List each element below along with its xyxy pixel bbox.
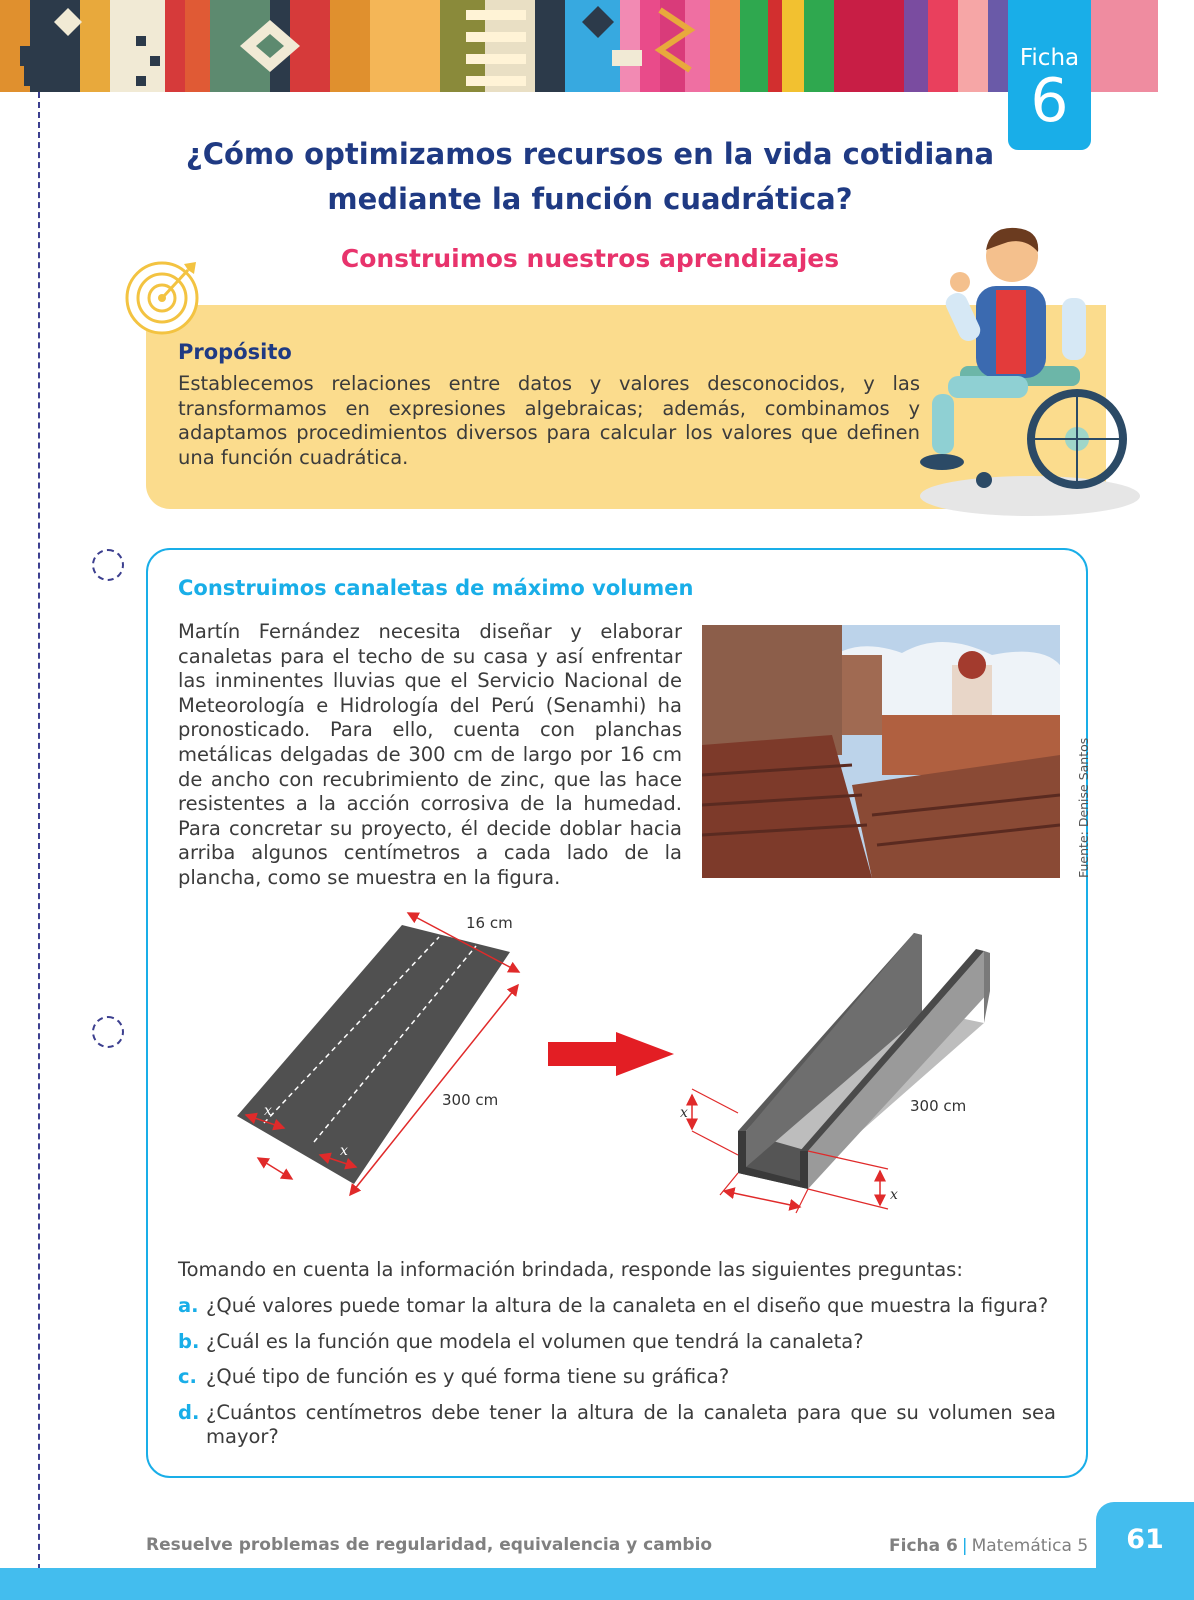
question-text: ¿Qué tipo de función es y qué forma tiene su gráfica?	[206, 1365, 730, 1388]
question-letter: b.	[178, 1329, 200, 1353]
question-letter: c.	[178, 1365, 197, 1388]
footer-band	[0, 1568, 1194, 1600]
purpose-title: Propósito	[178, 340, 292, 364]
label-16cm: 16 cm	[466, 914, 513, 932]
question-item	[178, 1330, 1056, 1355]
wheelchair-person-illustration	[912, 226, 1140, 526]
footer-competency: Resuelve problemas de regularidad, equivalencia y cambio	[146, 1535, 713, 1555]
problem-text: Martín Fernández necesita diseñar y elaborar canaletas para el techo de su casa y así enfrentar las inminentes lluvias que el Servicio Nacional de Meteorología e Hidrología del Perú (Senamhi) ha pronosticado. Para ello, cuenta con planchas metálicas delgadas de 300 cm de largo por 16 cm de ancho con recubrimiento de zinc, que las hace resistentes a la acción corrosiva de la humedad. Para concretar su proyecto, él decide doblar hacia arriba algunos centímetros a cada lado de la plancha, como se muestra en la figura.	[178, 620, 682, 889]
binding-dashed-line	[38, 92, 40, 1600]
footer-separator: |	[961, 1536, 968, 1556]
purpose-text: Establecemos relaciones entre datos y valores desconocidos, y las transformamos en expresiones algebraicas; además, combinamos y adaptamos procedimientos diversos para calcular los valores que definen una función cuadrática.	[178, 372, 920, 469]
question-item	[178, 1294, 1056, 1319]
questions-intro: Tomando en cuenta la información brindada, responde las siguientes preguntas:	[178, 1258, 963, 1281]
label-300cm-channel: 300 cm	[910, 1097, 967, 1115]
target-icon	[124, 258, 202, 336]
question-item	[178, 1401, 1056, 1450]
transform-arrow-icon	[548, 1032, 674, 1076]
flat-sheet	[237, 925, 510, 1184]
question-text: ¿Cuántos centímetros debe tener la altura de la canaleta para que su volumen sea mayor?	[206, 1400, 1056, 1448]
label-x-right: x	[340, 1143, 348, 1159]
page-title: ¿Cómo optimizamos recursos en la vida cotidiana mediante la función cuadrática?	[185, 137, 995, 216]
section-heading: Construimos nuestros aprendizajes	[340, 244, 840, 273]
page-number: 61	[1126, 1524, 1164, 1555]
binding-hole	[92, 549, 124, 581]
ficha-number: 6	[1030, 66, 1069, 136]
footer-ficha-subject	[889, 1536, 1088, 1556]
label-x-left: x	[264, 1103, 272, 1119]
questions-list	[178, 1294, 1056, 1461]
rooftop-photo	[702, 625, 1060, 878]
ficha-word: Ficha	[1019, 45, 1080, 71]
question-text: ¿Qué valores puede tomar la altura de la canaleta en el diseño que muestra la figura?	[206, 1294, 1049, 1317]
label-300cm-flat: 300 cm	[442, 1091, 499, 1109]
label-x-height: x	[680, 1105, 688, 1121]
footer-subject: Matemática 5	[971, 1536, 1089, 1556]
label-x-side: x	[890, 1187, 898, 1203]
problem-title: Construimos canaletas de máximo volumen	[178, 576, 694, 600]
question-letter: d.	[178, 1400, 200, 1424]
question-item	[178, 1365, 1056, 1390]
photo-credit: Fuente: Denise Santos	[1076, 737, 1091, 878]
binding-hole	[92, 1016, 124, 1048]
page-number-tab	[1096, 1502, 1194, 1600]
ficha-tab	[1008, 0, 1091, 150]
channel-figure	[226, 905, 1026, 1240]
question-text: ¿Cuál es la función que modela el volumen que tendrá la canaleta?	[206, 1329, 864, 1353]
footer-ficha: Ficha 6	[889, 1536, 958, 1556]
u-channel	[738, 933, 990, 1189]
question-letter: a.	[178, 1294, 199, 1317]
